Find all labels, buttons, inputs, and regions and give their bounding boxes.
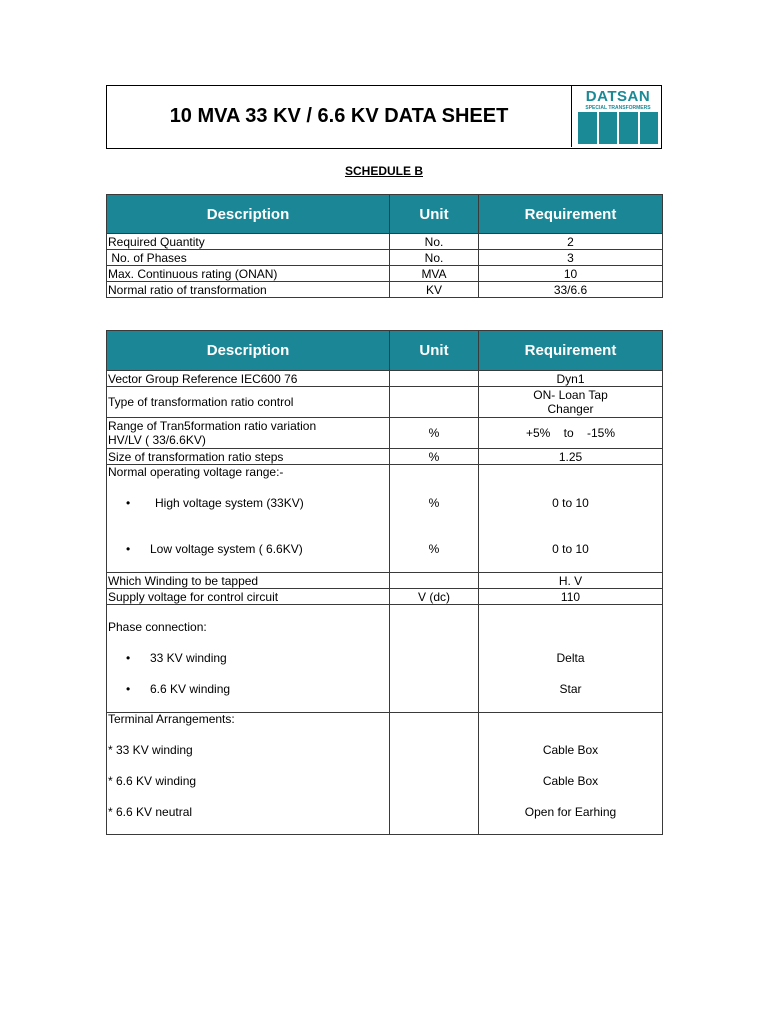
hv-unit: % — [428, 496, 440, 510]
section-heading: Phase connection: — [108, 620, 207, 634]
list-item — [108, 643, 388, 674]
list-item — [108, 526, 388, 572]
phase-connection-lines — [108, 612, 388, 705]
list-item: * 6.6 KV neutral — [108, 805, 193, 819]
row-description: Which Winding to be tapped — [107, 573, 390, 589]
row-description: Type of transformation ratio control — [107, 387, 390, 418]
logo-bar — [578, 112, 597, 144]
table-row — [107, 282, 663, 298]
table-row-voltage-range — [107, 465, 663, 573]
item-requirement: Cable Box — [542, 743, 599, 757]
column-header-description: Description — [107, 331, 390, 371]
column-header-requirement: Requirement — [479, 195, 663, 234]
requirement-line: Changer — [547, 402, 594, 416]
spacer — [480, 704, 661, 735]
row-description: No. of Phases — [107, 250, 390, 266]
row-description: Required Quantity — [107, 234, 390, 250]
row-unit — [390, 573, 479, 589]
page-title: 10 MVA 33 KV / 6.6 KV DATA SHEET — [169, 105, 509, 127]
spec-table-2 — [106, 330, 663, 835]
row-requirement — [479, 605, 663, 713]
logo-bar — [619, 112, 638, 144]
row-description: Max. Continuous rating (ONAN) — [107, 266, 390, 282]
row-requirement: H. V — [479, 573, 663, 589]
bullet: • — [126, 651, 131, 665]
logo-name: DATSAN — [585, 88, 651, 105]
row-unit: % — [390, 449, 479, 465]
section-heading: Terminal Arrangements: — [108, 712, 235, 726]
terminal-values — [480, 704, 661, 828]
item-requirement: Cable Box — [542, 774, 599, 788]
row-description: Normal ratio of transformation — [107, 282, 390, 298]
list-item — [108, 674, 388, 705]
list-item: * 6.6 KV winding — [108, 774, 197, 788]
row-description — [107, 418, 390, 449]
row-unit: No. — [390, 250, 479, 266]
list-item: * 33 KV winding — [108, 743, 193, 757]
requirement-line: ON- Loan Tap — [533, 388, 608, 402]
bullet: • — [126, 496, 131, 510]
row-requirement — [479, 465, 663, 573]
table-header-row — [107, 331, 663, 371]
row-unit — [390, 465, 479, 573]
spacer — [480, 612, 661, 643]
bullet: • — [126, 542, 131, 556]
description-line: Range of Tran5formation ratio variation — [108, 419, 317, 433]
table-row — [107, 250, 663, 266]
title-box — [106, 85, 662, 149]
row-unit — [390, 371, 479, 387]
lv-label: Low voltage system ( 6.6KV) — [150, 542, 303, 556]
item-requirement: Star — [559, 682, 582, 696]
section-heading: Normal operating voltage range:- — [108, 465, 284, 479]
row-unit: MVA — [390, 266, 479, 282]
spacer — [391, 465, 477, 480]
table-row — [107, 266, 663, 282]
row-requirement: 3 — [479, 250, 663, 266]
table-row-winding-tapped — [107, 573, 663, 589]
row-requirement: 2 — [479, 234, 663, 250]
table-row-ratio-control — [107, 387, 663, 418]
row-unit: KV — [390, 282, 479, 298]
row-unit: % — [390, 418, 479, 449]
row-requirement: 110 — [479, 589, 663, 605]
table-row-phase-connection — [107, 605, 663, 713]
table-row-ratio-steps — [107, 449, 663, 465]
description-line: HV/LV ( 33/6.6KV) — [108, 433, 206, 447]
item-requirement: Open for Earhing — [524, 805, 617, 819]
column-header-description: Description — [107, 195, 390, 234]
table-row — [107, 234, 663, 250]
item-requirement: Delta — [556, 651, 585, 665]
row-description — [107, 713, 390, 835]
row-unit — [390, 387, 479, 418]
row-unit — [390, 713, 479, 835]
table-header-row — [107, 195, 663, 234]
table-row-terminal — [107, 713, 663, 835]
terminal-lines — [108, 704, 388, 828]
item-label: 33 KV winding — [150, 651, 227, 665]
list-item — [108, 480, 388, 526]
column-header-requirement: Requirement — [479, 331, 663, 371]
logo-tagline: SPECIAL TRANSFORMERS — [585, 105, 651, 111]
row-requirement: 1.25 — [479, 449, 663, 465]
logo-bar — [599, 112, 618, 144]
row-requirement: +5% to -15% — [479, 418, 663, 449]
table-row-supply-voltage — [107, 589, 663, 605]
row-unit — [390, 605, 479, 713]
lv-requirement: 0 to 10 — [552, 542, 589, 556]
spec-table-1 — [106, 194, 663, 298]
row-description: Vector Group Reference IEC600 76 — [107, 371, 390, 387]
row-requirement — [479, 387, 663, 418]
table-row-ratio-variation — [107, 418, 663, 449]
spacer — [480, 465, 661, 480]
logo-bars — [578, 112, 658, 144]
row-unit: V (dc) — [390, 589, 479, 605]
row-description — [107, 465, 390, 573]
row-requirement: Dyn1 — [479, 371, 663, 387]
datsan-logo — [571, 86, 660, 147]
table-row-vector-group — [107, 371, 663, 387]
row-description: Size of transformation ratio steps — [107, 449, 390, 465]
item-label: 6.6 KV winding — [150, 682, 231, 696]
column-header-unit: Unit — [390, 331, 479, 371]
row-description — [107, 605, 390, 713]
phase-connection-values — [480, 612, 661, 705]
hv-label: High voltage system (33KV) — [155, 496, 304, 510]
hv-requirement: 0 to 10 — [552, 496, 589, 510]
column-header-unit: Unit — [390, 195, 479, 234]
row-requirement: 10 — [479, 266, 663, 282]
row-unit: No. — [390, 234, 479, 250]
row-description: Supply voltage for control circuit — [107, 589, 390, 605]
row-requirement — [479, 713, 663, 835]
lv-unit: % — [428, 542, 440, 556]
row-requirement: 33/6.6 — [479, 282, 663, 298]
bullet: • — [126, 682, 131, 696]
logo-bar — [640, 112, 659, 144]
schedule-label: SCHEDULE B — [344, 164, 423, 178]
